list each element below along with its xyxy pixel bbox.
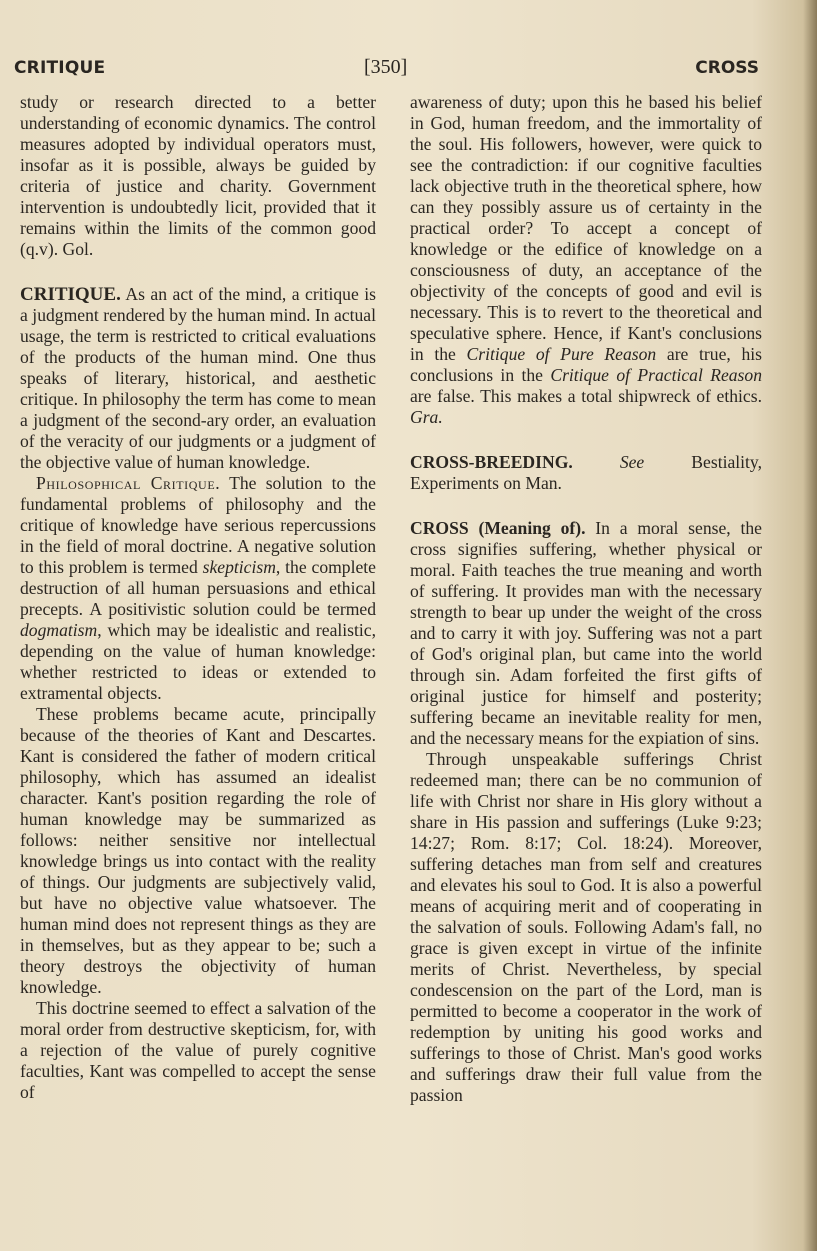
headword-cross-breeding: CROSS-BREEDING. [410,452,573,472]
kant-continuation-paragraph [410,92,762,428]
term-skepticism: skepticism [202,557,276,577]
critique-text: As an act of the mind, a critique is a judgment rendered by the human mind. In actual usage, the term is restricted to critical evaluations of the products of the human mind. One thus speaks of literary, historical, and aesthetic critique. In philosophy the term has come to mean a judgment of the second-ary order, an evaluation of the veracity of our judgments or a judgment of the objective value of human knowledge. [20,284,376,472]
cross-reference: Bestiality, Experiments on Man. [410,452,762,493]
philosophical-text-3: , which may be idealistic and realistic, depending on the value of human knowledge: whether restricted to ideas or extended to extramental objects. [20,620,376,703]
work-title-practical-reason: Critique of Practical Reason [550,365,762,385]
work-title-pure-reason: Critique of Pure Reason [466,344,657,364]
kant-paragraph: These problems became acute, principally because of the theories of Kant and Descartes. Kant is considered the father of modern critical philosophy, which has assumed an idealist character. Kant's position regarding the role of human knowledge may be summarized as follows: neither sensitive nor intellectual knowledge brings us into contact with the reality of things. Our judgments are subjectively valid, but have no objective value whatsoever. The human mind does not represent things as they are in themselves, but as they appear to be; such a theory destroys the objectivity of human knowledge. [20,704,376,997]
left-column [20,92,376,1103]
continuation-paragraph: study or research directed to a better understanding of economic dynamics. The control measures adopted by individual operators must, insofar as it is possible, always be guided by criteria of justice and charity. Government intervention is undoubtedly licit, provided that it remains within the limits of the common good (q.v). Gol. [20,92,376,259]
running-head-right: CROSS [695,58,759,78]
entry-cross [410,518,762,749]
author-signature: Gra. [410,407,443,427]
headword-critique: CRITIQUE. [20,284,121,305]
term-dogmatism: dogmatism [20,620,98,640]
see-label: See [619,452,645,472]
entry-cross-breeding [410,452,762,494]
right-column [410,92,762,1106]
running-head-left: CRITIQUE [14,58,106,78]
continuation-text-1: awareness of duty; upon this he based his belief in God, human freedom, and the immortality of the soul. His followers, however, were quick to see the contradiction: if our cognitive faculties lack objective truth in the theoretical sphere, how can they possibly assure us of certainty in the practical order? To accept a concept of knowledge or the edifice of knowledge on a consciousness of duty, an acceptance of the objectivity of the concepts of good and evil is necessary. This is to revert to the theoretical and speculative sphere. Hence, if Kant's conclusions in the [410,92,762,364]
entry-critique [20,284,376,473]
page-edge-shadow [803,0,817,1251]
philosophical-critique-paragraph [20,473,376,704]
headword-cross: CROSS (Meaning of). [410,518,586,538]
page-number: [350] [364,56,408,78]
redemption-paragraph: Through unspeakable sufferings Christ redeemed man; there can be no communion of life with Christ nor share in His glory without a share in His passion and sufferings (Luke 9:23; 14:27; Rom. 8:17; Col. 18:24). Moreover, suffering detaches man from self and creatures and elevates his soul to God. It is also a powerful means of acquiring merit and of cooperating in the salvation of souls. Following Adam's fall, no grace is given except in virtue of the infinite merits of Christ. Nevertheless, by special condescension on the part of the Lord, man is permitted to become a cooperator in the work of redemption by uniting his good works and sufferings to those of Christ. Man's good works and sufferings draw their full value from the passion [410,749,762,1105]
continuation-text-3: are false. This makes a total shipwreck of ethics. [410,386,762,406]
doctrine-paragraph: This doctrine seemed to effect a salvation of the moral order from destructive skepticism, for, with a rejection of the value of purely cognitive faculties, Kant was compelled to accept the sense of [20,998,376,1102]
cross-text: In a moral sense, the cross signifies suffering, whether physical or moral. Faith teaches the true meaning and worth of suffering. It provides man with the necessary strength to bear up under the weight of the cross and to carry it with joy. Suffering was not a part of God's original plan, but came into the world through sin. Adam forfeited the first gifts of original justice for himself and posterity; suffering became an inevitable reality for men, and the necessary means for the expiation of sins. [410,518,762,748]
running-head [14,58,759,88]
continuation-text-2: are true, his conclusions in the [410,344,762,385]
philosophical-text-1: The solution to the fundamental problems of philosophy and the critique of knowledge have serious repercussions in the field of moral doctrine. A negative solution to this problem is termed [20,473,376,577]
philosophical-text-2: , the complete destruction of all human persuasions and ethical precepts. A positivistic solution could be termed [20,557,376,619]
subhead-philosophical-critique: Philosophical Critique. [36,473,221,493]
